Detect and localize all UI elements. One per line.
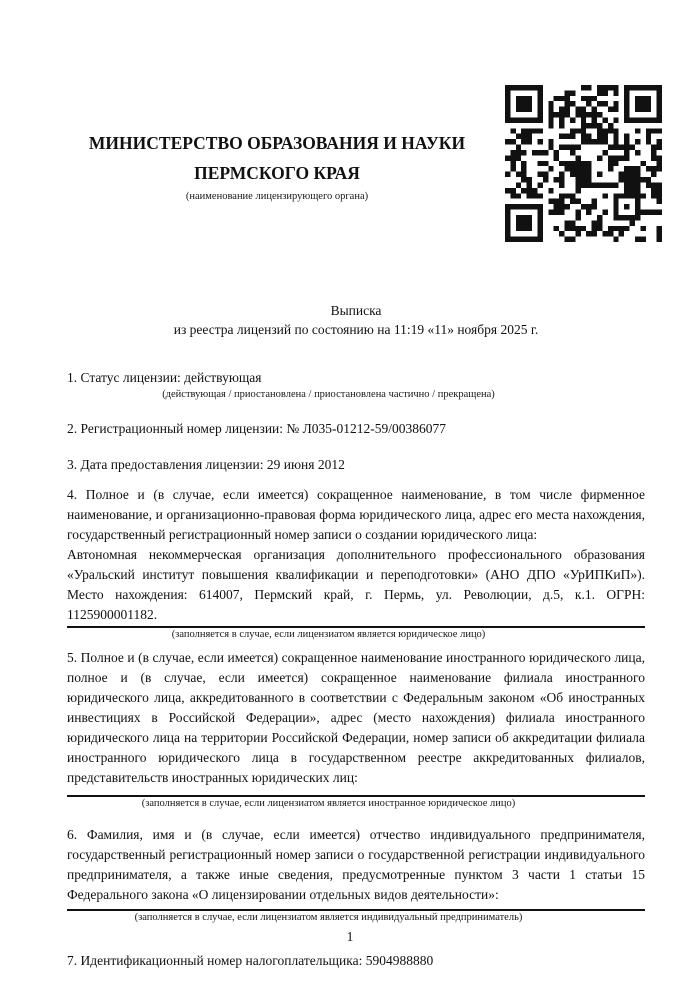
document-title-line2: из реестра лицензий по состоянию на 11:19 «11» ноября 2025 г. [173, 321, 539, 337]
ministry-header [67, 128, 487, 204]
license-grant-date-line: 3. Дата предоставления лицензии: 29 июня 2012 [67, 457, 345, 472]
legal-entity-value: Автономная некоммерческая организация дополнительного профессионального образования «Уральский институт повышения квалификации и переподготовки» (АНО ДПО «УрИПКиП»). Место нахождения: 614007, Пермский край, г. Пермь, ул. Революции, д.5, к.1. ОГРН: 1125900001182. [67, 547, 645, 622]
document-title [67, 302, 645, 339]
entrepreneur-label: 6. Фамилия, имя и (в случае, если имеется) отчество индивидуального предпринимателя, государственный регистрационный номер записи о государственной регистрации индивидуального предпринимателя, а также иные сведения, предусмотренные пунктом 3 части 1 статьи 15 Федерального закона «О лицензировании отдельных видов деятельности»: [67, 827, 645, 902]
license-status-options-caption: (действующая / приостановлена / приостановлена частично / прекращена) [162, 389, 495, 400]
entrepreneur-caption: (заполняется в случае, если лицензиатом является индивидуальный предприниматель) [134, 912, 523, 923]
foreign-entity-label: 5. Полное и (в случае, если имеется) сокращенное наименование иностранного юридического лица, полное и (в случае, если имеется) сокращенное наименование филиала иностранного юридического лица, аккредитованного в соответствии с Федеральным законом «Об иностранных инвестициях в Российской Федерации», адрес (место нахождения) филиала иностранного юридического лица на территории Российской Федерации, номер записи об аккредитации филиала иностранного юридического лица в государственном реестре аккредитованных филиалов, представительств иностранных юридических лиц: [67, 650, 645, 785]
page-number: 1 [346, 929, 354, 944]
registration-number-line: 2. Регистрационный номер лицензии: № Л035-01212-59/00386077 [67, 421, 447, 436]
foreign-entity-caption: (заполняется в случае, если лицензиатом является иностранное юридическое лицо) [141, 798, 516, 809]
license-status-line: 1. Статус лицензии: действующая [67, 370, 262, 385]
qr-code-image [505, 85, 662, 242]
taxpayer-id-line: 7. Идентификационный номер налогоплательщика: 5904988880 [67, 953, 434, 968]
legal-entity-caption: (заполняется в случае, если лицензиатом является юридическое лицо) [171, 629, 486, 640]
ministry-name-line1: МИНИСТЕРСТВО ОБРАЗОВАНИЯ И НАУКИ [88, 133, 466, 153]
document-title-line1: Выписка [330, 303, 382, 318]
licensing-authority-caption: (наименование лицензирующего органа) [185, 191, 369, 202]
document-body [67, 368, 645, 971]
ministry-name-line2: ПЕРМСКОГО КРАЯ [194, 163, 360, 183]
legal-entity-label: 4. Полное и (в случае, если имеется) сокращенное наименование, в том числе фирменное наименование, и организационно-правовая форма юридического лица, адрес его места нахождения, государственный регистрационный номер записи о создании юридического лица: [67, 487, 645, 542]
qr-code [505, 85, 662, 242]
